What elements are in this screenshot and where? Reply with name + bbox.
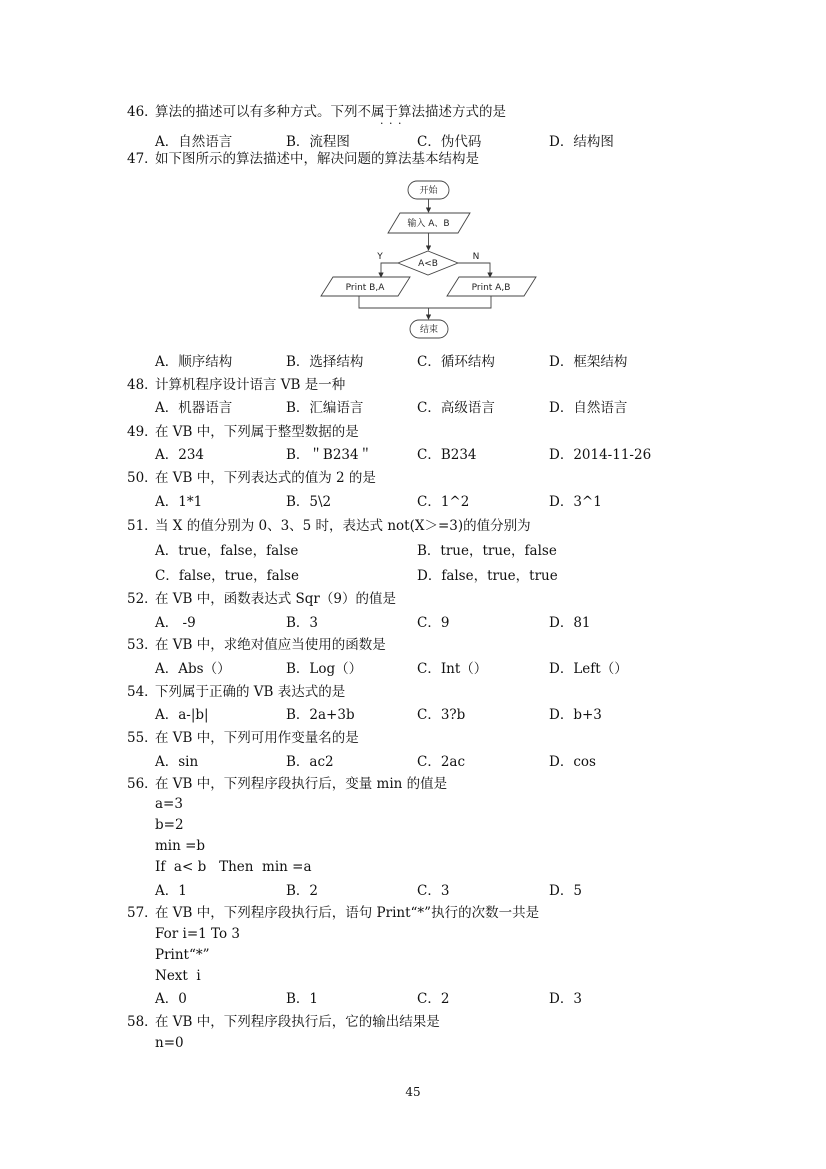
code-line: For i=1 To 3 (155, 926, 240, 942)
question-number: 56． (127, 776, 158, 792)
question-number: 55． (127, 730, 158, 746)
question-text: 在 VB 中，下列表达式的值为 2 的是 (155, 470, 376, 486)
question-text: 在 VB 中，下列程序段执行后，变量 min 的值是 (155, 776, 448, 792)
answer-option: B．汇编语言 (286, 400, 364, 416)
answer-option: B．true，true，false (417, 543, 557, 559)
answer-option: C．B234 (417, 447, 477, 463)
question-number: 48． (127, 377, 158, 393)
flow-yes-label: Y (377, 252, 383, 262)
code-line: min =b (155, 838, 206, 854)
answer-option: C．9 (417, 615, 450, 631)
answer-option: C．false，true，false (155, 568, 299, 584)
question-text: 在 VB 中，下列属于整型数据的是 (155, 424, 359, 440)
answer-option: A．自然语言 (155, 134, 233, 150)
answer-option: D．自然语言 (549, 400, 628, 416)
question-text: 在 VB 中，下列可用作变量名的是 (155, 730, 359, 746)
answer-option: B．5\2 (286, 494, 332, 510)
answer-option: B．2a+3b (286, 707, 355, 723)
flowchart (318, 178, 538, 343)
code-line: Next i (155, 968, 201, 984)
question-number: 57． (127, 905, 158, 921)
question-number: 50． (127, 470, 158, 486)
question-number: 46． (127, 104, 158, 120)
question-text: 在 VB 中，函数表达式 Sqr（9）的值是 (155, 591, 396, 607)
answer-option: C．循环结构 (417, 354, 495, 370)
answer-option: C．伪代码 (417, 134, 482, 150)
answer-option: C．1^2 (417, 494, 470, 510)
code-line: Print“*” (155, 947, 210, 963)
answer-option: B．Log（） (286, 661, 363, 677)
answer-option: D．2014-11-26 (549, 447, 652, 463)
code-line: n=0 (155, 1035, 184, 1051)
answer-option: B．＂B234＂ (286, 447, 373, 463)
answer-option: B．ac2 (286, 754, 334, 770)
page-number: 45 (405, 1085, 421, 1099)
answer-option: A．0 (155, 991, 187, 1007)
question-number: 47． (127, 151, 158, 167)
answer-option: B．2 (286, 883, 319, 899)
answer-option: B．3 (286, 615, 319, 631)
answer-option: A．1*1 (155, 494, 203, 510)
question-text: 在 VB 中，下列程序段执行后，它的输出结果是 (155, 1014, 440, 1030)
answer-option: C．2 (417, 991, 450, 1007)
flow-input-label: 输入 A、B (407, 219, 450, 229)
answer-option: C．高级语言 (417, 400, 495, 416)
answer-option: D．3 (549, 991, 582, 1007)
flow-end-label: 结束 (419, 325, 439, 335)
question-text: 当 X 的值分别为 0、3、5 时，表达式 not(X＞=3)的值分别为 (155, 518, 531, 534)
answer-option: D．5 (549, 883, 582, 899)
flow-left-label: Print B,A (345, 283, 385, 293)
flow-right-label: Print A,B (471, 283, 511, 293)
question-number: 49． (127, 424, 158, 440)
answer-option: A．顺序结构 (155, 354, 233, 370)
answer-option: A．a-|b| (155, 707, 209, 723)
question-text: 算法的描述可以有多种方式。下列不属于算法描述方式的是 (155, 104, 506, 120)
answer-option: B．流程图 (286, 134, 350, 150)
question-number: 52． (127, 591, 158, 607)
question-number: 58． (127, 1014, 158, 1030)
answer-option: B．1 (286, 991, 319, 1007)
answer-option: A．true，false，false (155, 543, 299, 559)
answer-option: D．结构图 (549, 134, 614, 150)
question-text: 下列属于正确的 VB 表达式的是 (155, 684, 346, 700)
answer-option: D．false，true，true (417, 568, 558, 584)
question-text: 如下图所示的算法描述中，解决问题的算法基本结构是 (155, 151, 479, 167)
answer-option: D．81 (549, 615, 591, 631)
question-number: 53． (127, 637, 158, 653)
answer-option: A．sin (155, 754, 199, 770)
answer-option: A． -9 (155, 615, 196, 631)
answer-option: C．Int（） (417, 661, 488, 677)
code-line: b=2 (155, 817, 184, 833)
question-text: 在 VB 中，求绝对值应当使用的函数是 (155, 637, 386, 653)
answer-option: D．框架结构 (549, 354, 628, 370)
answer-option: A．234 (155, 447, 205, 463)
answer-option: B．选择结构 (286, 354, 364, 370)
code-line: a=3 (155, 796, 183, 812)
emphasis-dots: · · · (380, 117, 403, 130)
answer-option: D．cos (549, 754, 596, 770)
flow-decision-label: A<B (418, 259, 438, 269)
answer-option: C．3?b (417, 707, 466, 723)
flow-start-label: 开始 (419, 186, 438, 196)
answer-option: C．3 (417, 883, 450, 899)
answer-option: A．1 (155, 883, 187, 899)
question-text: 计算机程序设计语言 VB 是一种 (155, 377, 346, 393)
code-line: If a< b Then min =a (155, 859, 312, 875)
answer-option: D．b+3 (549, 707, 602, 723)
question-number: 54． (127, 684, 158, 700)
answer-option: D．Left（） (549, 661, 628, 677)
flow-no-label: N (472, 252, 480, 262)
answer-option: D．3^1 (549, 494, 602, 510)
question-text: 在 VB 中，下列程序段执行后，语句 Print“*”执行的次数一共是 (155, 905, 540, 921)
question-number: 51． (127, 518, 158, 534)
answer-option: A．机器语言 (155, 400, 233, 416)
answer-option: A．Abs（） (155, 661, 231, 677)
answer-option: C．2ac (417, 754, 466, 770)
